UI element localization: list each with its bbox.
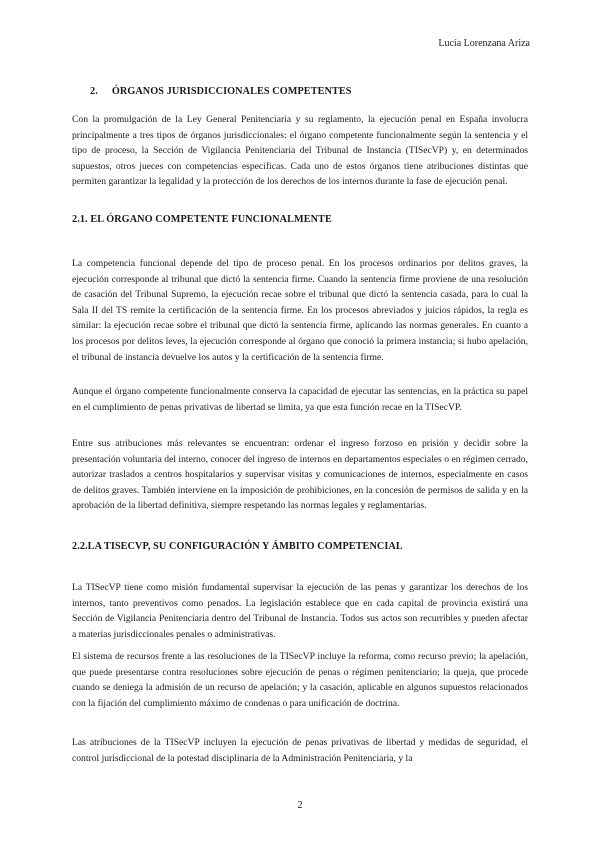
paragraph: Aunque el órgano competente funcionalmente conserva la capacidad de ejecutar las sentencias, en la práctica su papel en el cumplimiento de penas privativas de libertad se limita, ya que esta función recae en la TISecVP. bbox=[72, 386, 528, 413]
paragraph: Con la promulgación de la Ley General Penitenciaria y su reglamento, la ejecución penal en España involucra principalmente a tres tipos de órganos jurisdiccionales: el órgano competente funcionalmente según la sentencia y el tipo de proceso, la Sección de Vigilancia Penitenciaria del Tribunal de Instancia (TISecVP) y, en determinados supuestos, otros jueces con competencias específicas. Cada uno de estos órganos tiene atribuciones distintas que permiten garantizar la legalidad y la protección de los derechos de los internos durante la fase de ejecución penal. bbox=[72, 114, 528, 188]
paragraph: El sistema de recursos frente a las resoluciones de la TISecVP incluye la reforma, como recurso previo; la apelación, que puede presentarse contra resoluciones sobre ejecución de penas o régimen penitenciario; la queja, que procede cuando se deniega la admisión de un recurso de apelación; y la casación, aplicable en algunos supuestos relacionados con la fijación del cumplimiento máximo de condenas o para unificación de doctrina. bbox=[72, 651, 528, 709]
page-number: 2 bbox=[297, 800, 303, 811]
section-title: ÓRGANOS JURISDICCIONALES COMPETENTES bbox=[111, 86, 352, 97]
header-author: Lucía Lorenzana Ariza bbox=[438, 38, 530, 49]
paragraph: Entre sus atribuciones más relevantes se encuentran: ordenar el ingreso forzoso en prisión y decidir sobre la presentación voluntaria del interno, conocer del ingreso de internos en departamentos especiales o en régimen cerrado, autorizar traslados a centros hospitalarios y supervisar visitas y comunicaciones de internos, especialmente en casos de delitos graves. También interviene en la imposición de prohibiciones, en la concesión de permisos de salida y en la aprobación de la libertad definitiva, siempre respetando las normas legales y reglamentarias. bbox=[72, 438, 528, 512]
subsection-heading-2-1: 2.1. EL ÓRGANO COMPETENTE FUNCIONALMENTE bbox=[72, 214, 332, 225]
paragraph: La competencia funcional depende del tipo de proceso penal. En los procesos ordinarios por delitos graves, la ejecución corresponde al tribunal que dictó la sentencia firme. Cuando la sentencia firme proviene de una resolución de casación del Tribunal Supremo, la ejecución recae sobre el tribunal que dictó la sentencia casada, para lo cual la Sala II del TS remite la certificación de la sentencia firme. En los procesos abreviados y juicios rápidos, la regla es similar: la ejecución recae sobre el tribunal que dictó la sentencia firme, aplicando las normas generales. En cuanto a los procesos por delitos leves, la ejecución corresponde al órgano que conoció la primera instancia; si hubo apelación, el tribunal de instancia devuelve los autos y la certificación de la sentencia firme. bbox=[72, 258, 528, 363]
paragraph: La TISecVP tiene como misión fundamental supervisar la ejecución de las penas y garantizar los derechos de los internos, tanto preventivos como penados. La legislación establece que en cada capital de provincia existirá una Sección de Vigilancia Penitenciaria dentro del Tribunal de Instancia. Todos sus actos son recurribles y pueden afectar a materias jurisdiccionales penales o administrativas. bbox=[72, 582, 528, 640]
paragraph: Las atribuciones de la TISecVP incluyen la ejecución de penas privativas de libertad y medidas de seguridad, el control jurisdiccional de la potestad disciplinaria de la Administración Penitenciaria, y la bbox=[72, 737, 528, 764]
section-number: 2. bbox=[90, 86, 98, 97]
subsection-heading-2-2: 2.2.LA TISECVP, SU CONFIGURACIÓN Y ÁMBITO COMPETENCIAL bbox=[72, 541, 403, 552]
section-heading bbox=[90, 86, 352, 97]
